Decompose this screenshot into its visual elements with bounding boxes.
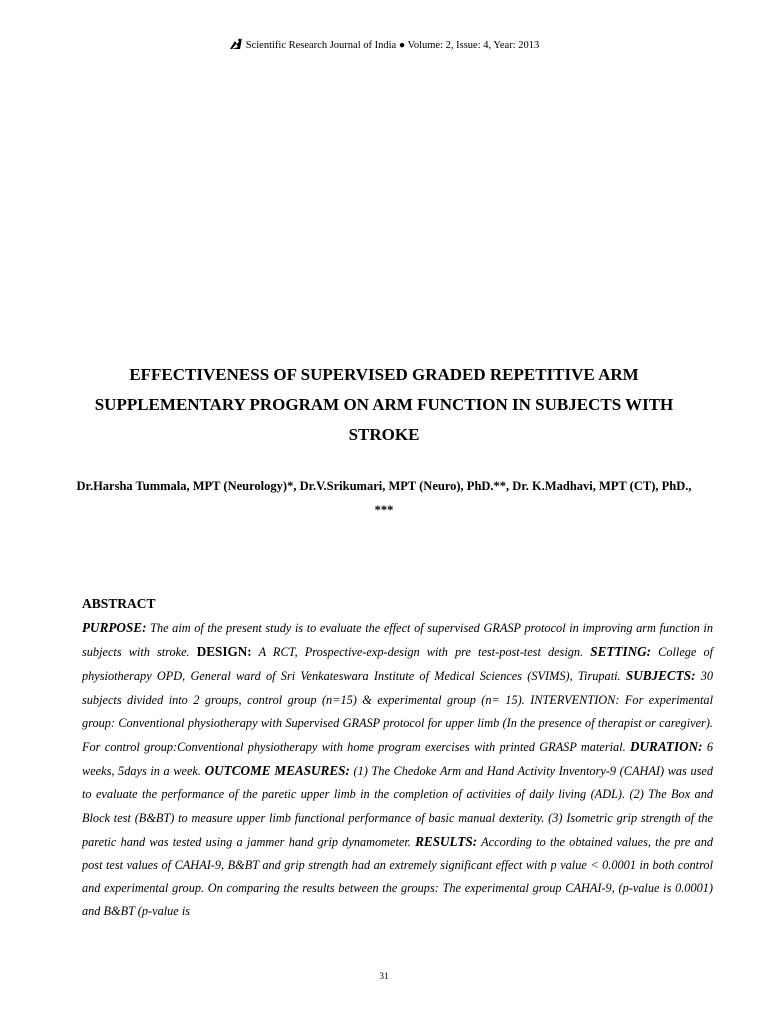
journal-name: Scientific Research Journal of India: [245, 40, 397, 51]
design-text: A RCT, Prospective-exp-design with pre test-post-test design.: [258, 645, 584, 660]
subjects-text: 30 subjects divided into 2 groups, control group (n=15) & experimental group (n= 15). INTERVENTION: For experimental group: Conventional physiotherapy with Supervised GRASP protocol for upper limb (In the presence of therapist or caregiver). For control group:Conventional physiotherapy with home program exercises with printed GRASP material.: [82, 669, 714, 755]
duration-text: 6 weeks, 5days in a week.: [82, 740, 713, 779]
outcome-measures-text: (1) The Chedoke Arm and Hand Activity Inventory-9 (CAHAI) was used to evaluate the performance of the paretic upper limb in the completion of activities of daily living (ADL). (2) The Box and Block test (B&BT) to measure upper limb functional performance of basic manual dexterity. (3) Isometric grip strength of the paretic hand was tested using a jammer hand grip dynamometer.: [82, 764, 713, 849]
duration-label: DURATION:: [629, 739, 703, 755]
abstract-heading: ABSTRACT: [82, 596, 156, 611]
purpose-text: The aim of the present study is to evaluate the effect of supervised GRASP protocol in improving arm function in subjects with stroke.: [82, 621, 713, 660]
journal-logo-icon: [229, 37, 243, 55]
volume-info: Volume: 2, Issue: 4, Year: 2013: [407, 40, 540, 51]
subjects-label: SUBJECTS:: [625, 668, 696, 684]
abstract-body: [82, 616, 713, 924]
setting-text: College of physiotherapy OPD, General ward of Sri Venkateswara Institute of Medical Sciences (SVIMS), Tirupati.: [82, 645, 714, 684]
purpose-label: PURPOSE:: [82, 620, 147, 635]
author-list: Dr.Harsha Tummala, MPT (Neurology)*, Dr.V.Srikumari, MPT (Neuro), PhD.**, Dr. K.Madhavi, MPT (CT), PhD., ***: [76, 479, 692, 517]
results-label: RESULTS:: [415, 833, 478, 849]
article-title: EFFECTIVENESS OF SUPERVISED GRADED REPETITIVE ARM SUPPLEMENTARY PROGRAM ON ARM FUNCTION IN SUBJECTS WITH STROKE: [94, 365, 674, 444]
results-text: According to the obtained values, the pre and post test values of CAHAI-9, B&BT and grip strength had an extremely significant effect with p value < 0.0001 in both control and experimental group. On comparing the results between the groups: The experimental group CAHAI-9, (p-value is 0.0001) and B&BT (p-value is: [82, 834, 713, 919]
setting-label: SETTING:: [590, 644, 652, 660]
header-separator: ●: [398, 40, 406, 51]
running-header: [0, 37, 768, 55]
outcome-measures-label: OUTCOME MEASURES:: [204, 763, 350, 779]
page-number: 31: [379, 972, 389, 982]
design-label: DESIGN:: [196, 644, 252, 660]
